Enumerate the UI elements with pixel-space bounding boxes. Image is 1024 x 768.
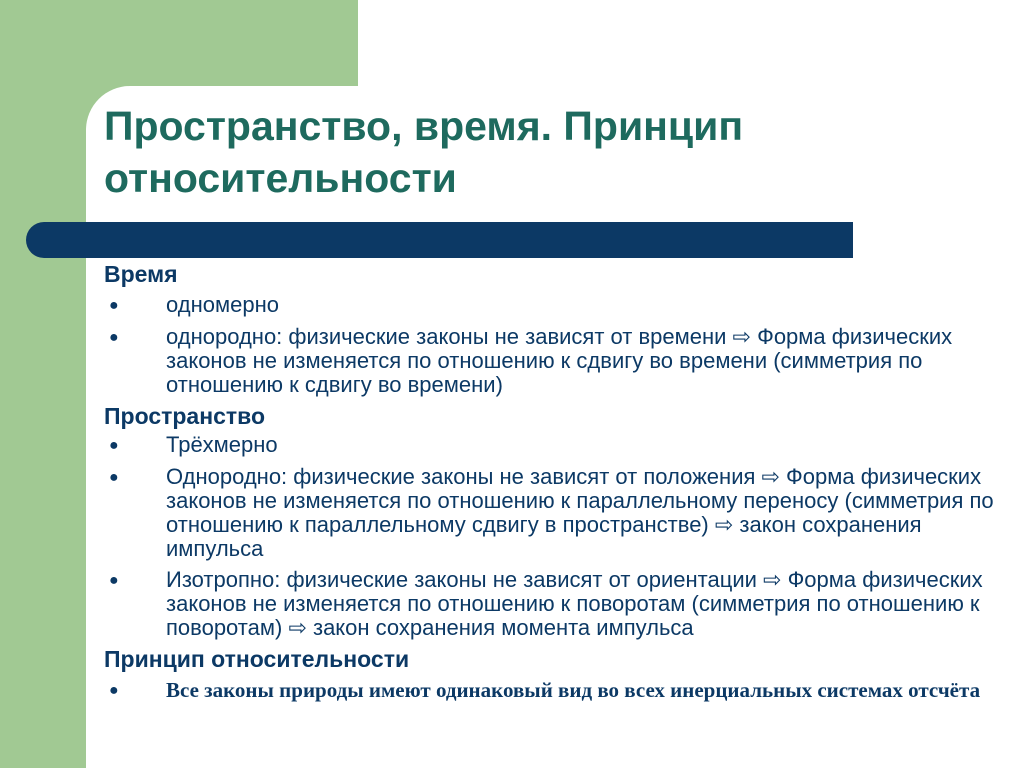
list-item — [104, 293, 1019, 317]
list-item-text: Трёхмерно — [166, 432, 278, 457]
list-item-text: однородно: физические законы не зависят от времени ⇨ Форма физических законов не изменяется по отношению к сдвигу во времени (симметрия по отношению к сдвигу во времени) — [166, 324, 953, 397]
bullet-icon: ● — [109, 469, 119, 486]
list-item-text: Однородно: физические законы не зависят от положения ⇨ Форма физических законов не изменяется по отношению к параллельному переносу (симметрия по отношению к параллельному сдвигу в пространстве) ⇨ закон сохранения импульса — [166, 464, 994, 561]
slide-title: Пространство, время. Принцип относительности — [104, 103, 744, 201]
section-heading-time: Время — [104, 261, 178, 287]
list-item — [104, 465, 1019, 561]
list-item — [104, 325, 1019, 397]
list-item-text: Все законы природы имеют одинаковый вид во всех инерциальных системах отсчёта — [166, 678, 981, 702]
bullet-icon: ● — [109, 572, 119, 589]
title-divider-bar — [26, 222, 853, 258]
list-item — [104, 433, 1019, 457]
list-item — [104, 678, 1019, 703]
bullet-icon: ● — [109, 297, 119, 314]
bullet-icon: ● — [109, 682, 119, 699]
list-item-text: одномерно — [166, 292, 279, 317]
section-heading-relativity: Принцип относительности — [104, 646, 410, 672]
list-item-text: Изотропно: физические законы не зависят от ориентации ⇨ Форма физических законов не изменяется по отношению к поворотам (симметрия по отношению к поворотам) ⇨ закон сохранения момента импульса — [166, 567, 983, 640]
bullet-icon: ● — [109, 329, 119, 346]
section-heading-space: Пространство — [104, 403, 266, 429]
bullet-icon: ● — [109, 437, 119, 454]
list-item — [104, 568, 1019, 640]
slide-body — [104, 258, 1019, 703]
